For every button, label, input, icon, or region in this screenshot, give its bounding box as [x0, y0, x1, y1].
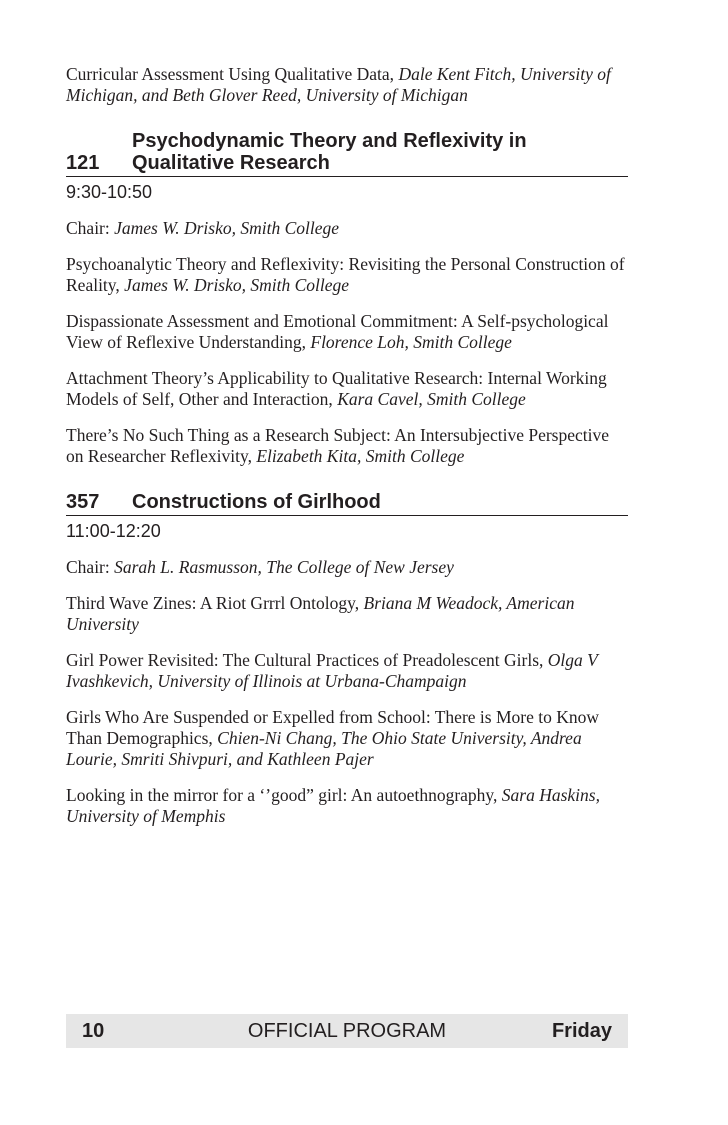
paper-authors: James W. Drisko, Smith College [124, 275, 350, 295]
chair-label: Chair: [66, 557, 115, 577]
paper-entry [66, 254, 628, 296]
paper-entry [66, 311, 628, 353]
paper-title: Looking in the mirror for a ‘’good” girl: An autoethnography, [66, 785, 502, 805]
paper-title: There’s No Such Thing as a Research Subject: An Intersubjective Perspective on Researcher Reflexivity, [66, 425, 609, 466]
paper-authors: Olga V Ivashkevich, University of Illinois at Urbana-Champaign [66, 650, 598, 691]
session-title: Constructions of Girlhood [132, 491, 381, 513]
paper-authors: Dale Kent Fitch, University of Michigan, and Beth Glover Reed, University of Michigan [66, 64, 611, 105]
session-title: Psychodynamic Theory and Reflexivity in Qualitative Research [132, 130, 527, 174]
paper-authors: Florence Loh, Smith College [310, 332, 512, 352]
paper-title: Third Wave Zines: A Riot Grrrl Ontology, [66, 593, 364, 613]
session-number: 121 [66, 152, 100, 174]
paper-authors: Chien-Ni Chang, The Ohio State University, Andrea Lourie, Smriti Shivpuri, and Kathleen Pajer [66, 728, 582, 769]
paper-entry [66, 785, 628, 827]
intro-paper [66, 64, 628, 106]
chair-label: Chair: [66, 218, 115, 238]
paper-title: Psychoanalytic Theory and Reflexivity: Revisiting the Personal Construction of Reality, [66, 254, 625, 295]
paper-entry [66, 650, 628, 692]
paper-entry [66, 707, 628, 770]
paper-entry [66, 593, 628, 635]
session-number: 357 [66, 491, 100, 513]
paper-authors: Kara Cavel, Smith College [337, 389, 526, 409]
paper-entry [66, 368, 628, 410]
page-footer [66, 1014, 628, 1048]
session-chair [66, 218, 628, 239]
paper-title: Attachment Theory’s Applicability to Qualitative Research: Internal Working Models of Self, Other and Interaction, [66, 368, 607, 409]
paper-authors: Elizabeth Kita, Smith College [256, 446, 465, 466]
paper-authors: Briana M Weadock, American University [66, 593, 575, 634]
paper-title: Girls Who Are Suspended or Expelled from School: There is More to Know Than Demographics, [66, 707, 600, 748]
paper-title: Dispassionate Assessment and Emotional Commitment: A Self-psychological View of Reflexive Understanding, [66, 311, 609, 352]
session-header [66, 130, 628, 177]
paper-title: Curricular Assessment Using Qualitative Data, [66, 64, 399, 84]
session-header [66, 491, 628, 516]
session-chair [66, 557, 628, 578]
page-number: 10 [82, 1020, 105, 1042]
paper-title: Girl Power Revisited: The Cultural Practices of Preadolescent Girls, [66, 650, 548, 670]
chair-name: Sarah L. Rasmusson, The College of New Jersey [114, 557, 454, 577]
paper-authors: Sara Haskins, University of Memphis [66, 785, 600, 826]
session-time: 9:30-10:50 [66, 182, 153, 202]
program-page [66, 64, 628, 842]
chair-name: James W. Drisko, Smith College [114, 218, 340, 238]
footer-program-label: OFFICIAL PROGRAM [247, 1020, 447, 1042]
footer-day: Friday [551, 1020, 612, 1042]
session-time: 11:00-12:20 [66, 521, 161, 541]
paper-entry [66, 425, 628, 467]
